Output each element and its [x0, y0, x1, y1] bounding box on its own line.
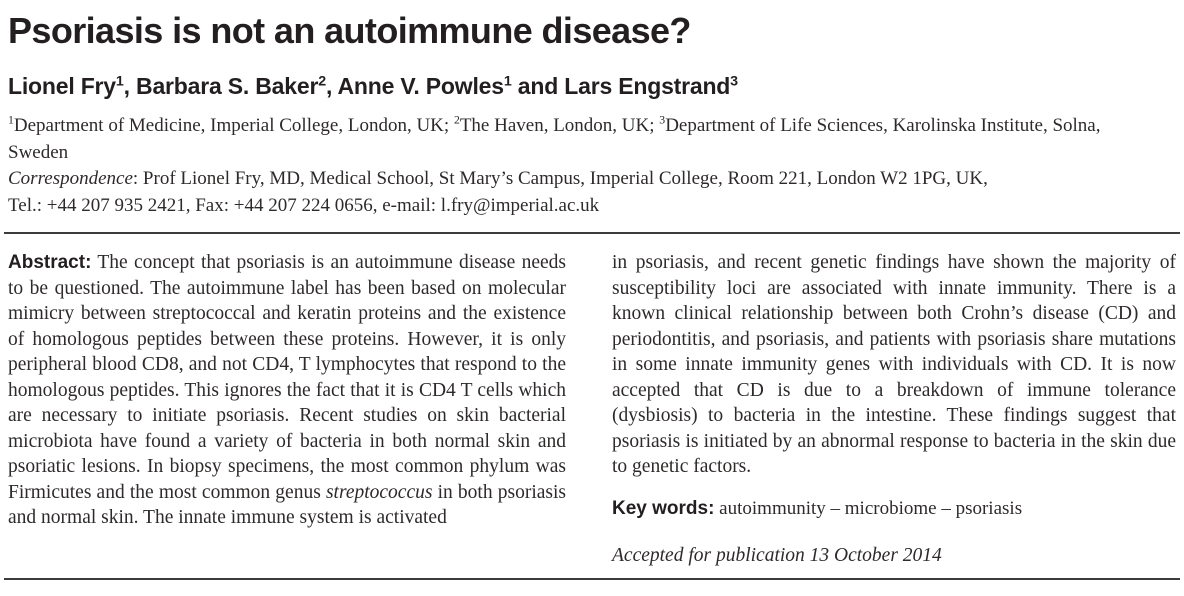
- author-name: Lionel Fry: [8, 73, 116, 100]
- author-superscript: 3: [730, 73, 738, 90]
- affiliation-superscript: 1: [8, 114, 14, 128]
- correspondence-label: Correspondence: [8, 168, 133, 190]
- page-title: Psoriasis is not an autoimmune disease?: [8, 10, 691, 51]
- author-superscript: 1: [115, 73, 124, 90]
- keywords-value: autoimmunity – microbiome – psoriasis: [719, 497, 1023, 519]
- affiliation-text: Department of Life Sciences, Karolinska Institute, Solna,: [665, 115, 1101, 137]
- affiliation-superscript: 2: [453, 114, 460, 128]
- section-divider-top: [4, 232, 1180, 234]
- author-separator: ,: [123, 73, 137, 100]
- affiliation-text: Department of Medicine, Imperial College, London, UK;: [13, 115, 454, 137]
- correspondence-contact-line: Tel.: +44 207 935 2421, Fax: +44 207 224 0656, e-mail: l.fry@imperial.ac.uk: [8, 194, 600, 216]
- abstract-column-right: [612, 250, 1176, 568]
- author: [136, 73, 337, 99]
- author-name: Anne V. Powles: [337, 73, 504, 100]
- abstract-paragraph: [8, 250, 566, 531]
- abstract-paragraph-continued: in psoriasis, and recent genetic findings have shown the majority of susceptibility loci are associated with innate immunity. There is a known clinical relationship between both Crohn’s disease (CD) and periodontitis, and psoriasis, and patients with psoriasis share mutations in some innate immunity genes with individuals with CD. It is now accepted that CD is due to a breakdown of immune tolerance (dysbiosis) to bacteria in the intestine. These findings suggest that psoriasis is initiated by an abnormal response to bacteria in the skin due to genetic factors.: [612, 252, 1176, 477]
- affiliation-text: The Haven, London, UK;: [459, 115, 660, 137]
- keywords-label: Key words:: [612, 497, 715, 519]
- author-separator: and: [511, 73, 565, 100]
- abstract-column-left: [8, 250, 566, 568]
- author-superscript: 1: [503, 73, 512, 90]
- affiliations-line: [8, 113, 1176, 140]
- correspondence-text: : Prof Lionel Fry, MD, Medical School, St Mary’s Campus, Imperial College, Room 221, London W2 1PG, UK,: [132, 168, 988, 190]
- author: [337, 73, 564, 99]
- author-line: [8, 72, 1176, 100]
- author-name: Barbara S. Baker: [136, 73, 319, 100]
- correspondence-line: [8, 166, 1176, 193]
- author: [8, 73, 136, 99]
- author: [564, 73, 738, 99]
- accepted-line: Accepted for publication 13 October 2014: [612, 544, 942, 566]
- abstract-text-part2: in both psoriasis and normal skin. The innate immune system is activated: [8, 481, 566, 528]
- affiliation-superscript: 3: [659, 114, 666, 128]
- section-divider-bottom: [4, 578, 1180, 580]
- author-separator: ,: [325, 73, 338, 100]
- author-superscript: 2: [318, 73, 326, 90]
- abstract-section: [8, 250, 1176, 568]
- affiliations-wrap-line: Sweden: [8, 141, 69, 163]
- paper-header: [0, 0, 1184, 219]
- abstract-label: Abstract:: [8, 252, 92, 273]
- keywords-line: [612, 496, 1176, 521]
- author-name: Lars Engstrand: [564, 73, 731, 100]
- genus-italic: streptococcus: [325, 481, 433, 503]
- affiliations-and-correspondence: [8, 113, 1176, 219]
- abstract-text-part1: The concept that psoriasis is an autoimmune disease needs to be questioned. The autoimmune label has been based on molecular mimicry between streptococcal and keratin proteins and the existence of homologous peptides between these proteins. However, it is only peripheral blood CD8, and not CD4, T lymphocytes that respond to the homologous peptides. This ignores the fact that it is CD4 T cells which are necessary to initiate psoriasis. Recent studies on skin bacterial microbiota have found a variety of bacteria in both normal skin and psoriatic lesions. In biopsy specimens, the most common phylum was Firmicutes and the most common genus: [8, 252, 567, 503]
